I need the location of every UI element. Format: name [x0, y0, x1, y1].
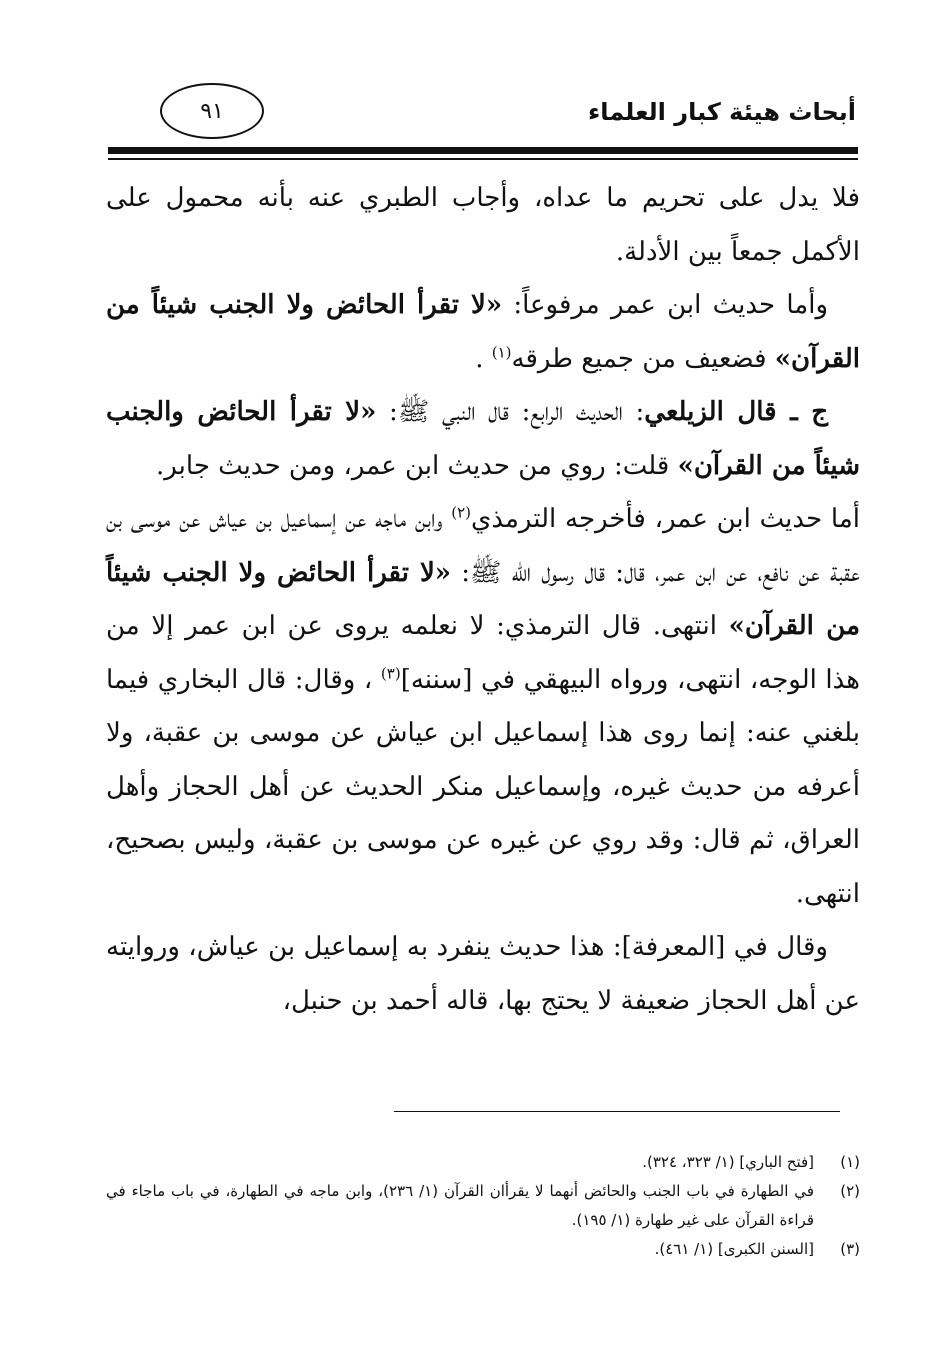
footnote-text: [السنن الكبرى] (١/ ٤٦١).	[654, 1240, 814, 1258]
paragraph-4-t4: ، وقال: قال البخاري فيما بلغني عنه: إنما روى هذا إسماعيل ابن عياش عن موسى بن عقبة، ولا أعرفه من حديث غيره، وإسماعيل منكر الحديث عن أهل الحجاز وأهل العراق، ثم قال: وقد روي عن غيره عن موسى بن عقبة، وليس بصحيح، انتهى.	[106, 664, 860, 909]
hadith-quote-1: «لا تقرأ الحائض ولا الجنب شيئاً من القرآن»	[106, 290, 860, 374]
footnotes	[106, 1148, 860, 1264]
footnote-ref-1[interactable]: (١)	[491, 342, 512, 361]
paragraph-2-end: .	[475, 343, 492, 374]
footnote-text: في الطهارة في باب الجنب والحائض أنهما لا يقرأان القرآن (١/ ٢٣٦)، وابن ماجه في الطهارة، في باب ماجاء في قراءة القرآن على غير طهارة (١/ ١٩٥).	[106, 1182, 814, 1229]
paragraph-2-lead: وأما حديث ابن عمر مرفوعاً:	[502, 290, 828, 320]
hadith-quote-3: «لا تقرأ الحائض ولا الجنب شيئاً من القرآن»	[106, 557, 860, 641]
paragraph-3-text-1: : الحديث الرابع: قال النبي ﷺ:	[376, 397, 645, 427]
hadith-quote-2: «لا تقرأ الحائض والجنب شيئاً من القرآن»	[106, 397, 860, 481]
paragraph-3	[106, 386, 860, 493]
footnote-ref-3[interactable]: (٣)	[380, 663, 401, 682]
main-text	[106, 172, 860, 1028]
page-number: ٩١	[160, 83, 264, 139]
paragraph-4-t3: انتهى. قال الترمذي: لا نعلمه يروى عن ابن عمر إلا من هذا الوجه، انتهى، ورواه البيهقي في [سننه]	[106, 611, 861, 695]
paragraph-2	[106, 279, 860, 386]
footnote-ref-2[interactable]: (٢)	[451, 503, 471, 522]
footnote-1	[106, 1148, 860, 1177]
paragraph-5: وقال في [المعرفة]: هذا حديث ينفرد به إسماعيل بن عياش، وروايته عن أهل الحجاز ضعيفة لا يحتج بها، قاله أحمد بن حنبل،	[106, 932, 860, 1016]
footnote-text: [فتح الباري] (١/ ٣٢٣، ٣٢٤).	[642, 1153, 814, 1171]
header-rule-thin	[108, 158, 858, 160]
paragraph-2-tail: فضعيف من جميع طرقه	[511, 343, 775, 374]
footnote-marker: (٢)	[840, 1182, 860, 1200]
paragraph-4	[106, 493, 860, 921]
footnote-3	[106, 1235, 860, 1264]
footnote-2	[106, 1177, 860, 1235]
paragraph-4-t2: وابن ماجه عن إسماعيل بن عياش عن موسى بن عقبة عن نافع، عن ابن عمر، قال: قال رسول الله ﷺ:	[106, 504, 860, 588]
paragraph-4-t1: أما حديث ابن عمر، فأخرجه الترمذي	[470, 504, 860, 534]
footnote-marker: (١)	[840, 1153, 860, 1171]
paragraph-3-text-2: قلت: روي من حديث ابن عمر، ومن حديث جابر.	[156, 450, 678, 481]
footnote-separator	[394, 1111, 840, 1112]
header-rule-thick	[108, 147, 858, 154]
paragraph-1: فلا يدل على تحريم ما عداه، وأجاب الطبري عنه بأنه محمول على الأكمل جمعاً بين الأدلة.	[106, 183, 860, 267]
running-header-title: أبحاث هيئة كبار العلماء	[587, 98, 856, 126]
section-heading-zaylai: ج ـ قال الزيلعي	[644, 397, 828, 427]
footnote-marker: (٣)	[840, 1240, 860, 1258]
